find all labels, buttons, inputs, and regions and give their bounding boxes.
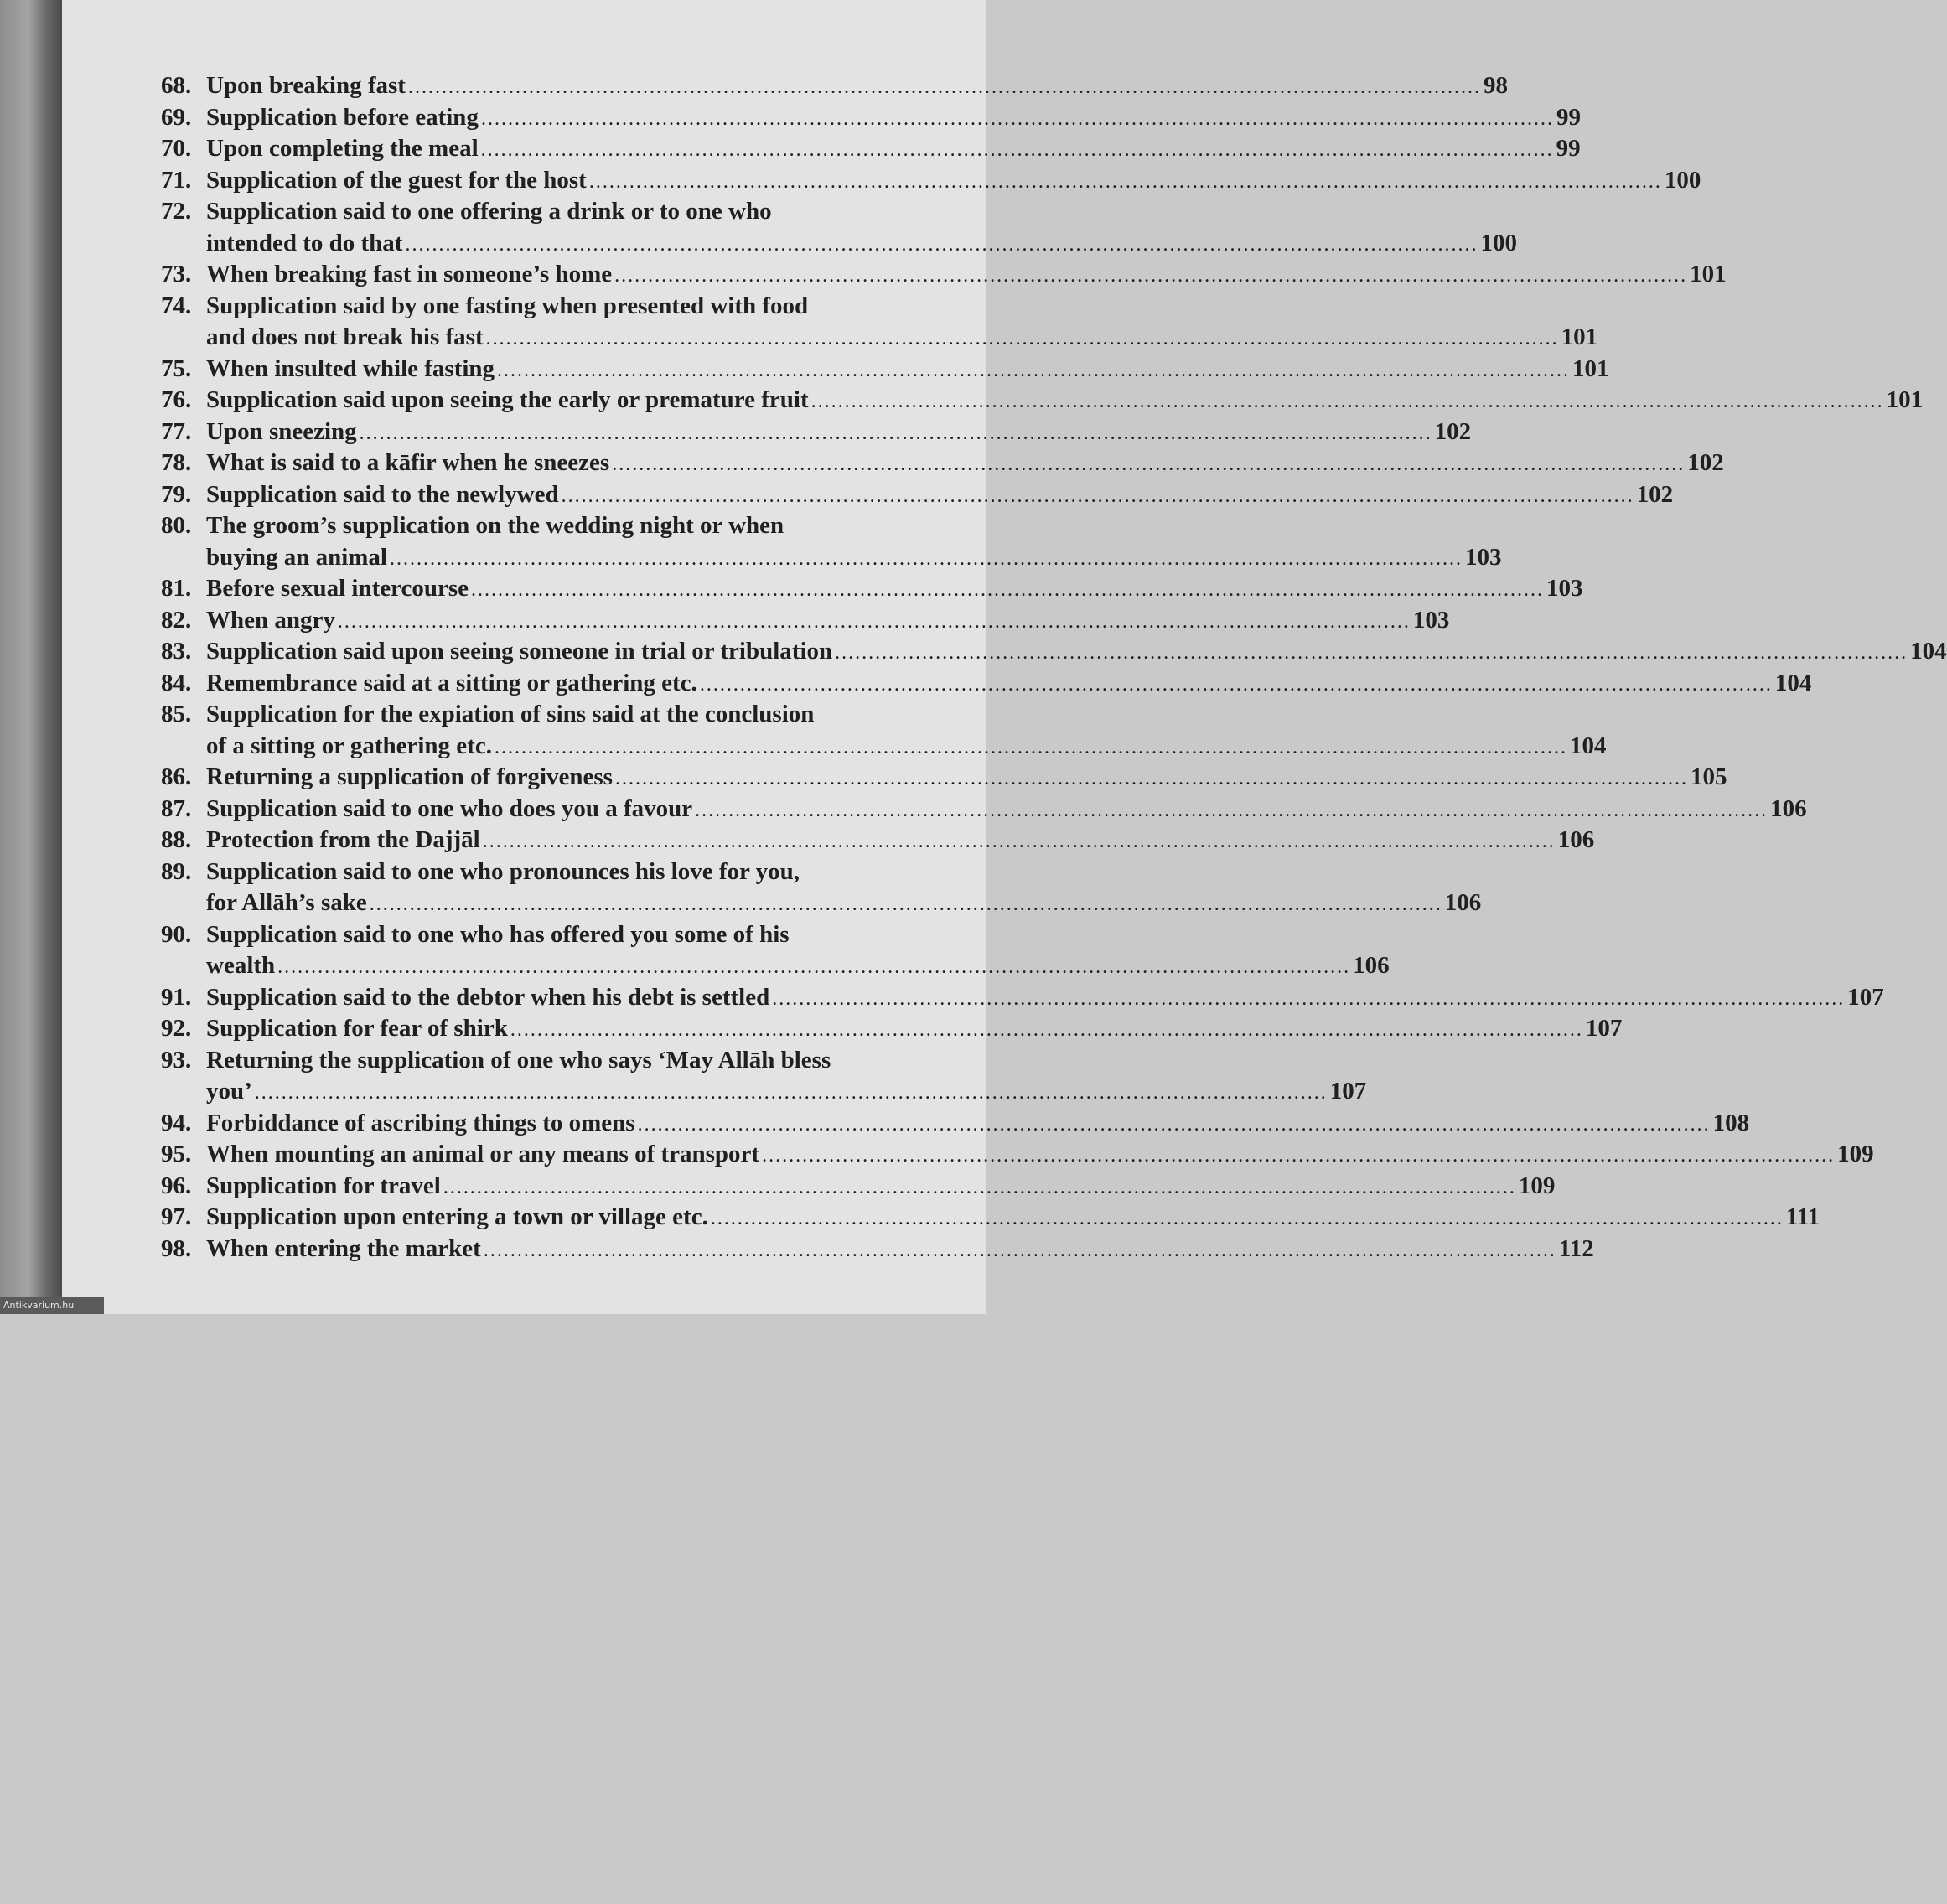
toc-entry-number: 78. xyxy=(161,449,192,476)
toc-entry-title: When insulted while fasting xyxy=(206,354,495,382)
toc-leader-dots: ................................................................................................................................................................ xyxy=(369,893,1442,915)
toc-leader-dots: ................................................................................................................................................................ xyxy=(480,139,1554,161)
toc-leader-dots: ................................................................................................................................................................ xyxy=(614,768,1688,789)
toc-entry-number: 72. xyxy=(161,198,192,225)
toc-entry-title: Supplication before eating xyxy=(206,103,479,131)
toc-entry-title: When entering the market xyxy=(206,1234,481,1262)
toc-page-number: 111 xyxy=(1785,1203,1820,1230)
toc-leader-dots: ................................................................................................................................................................ xyxy=(337,610,1411,633)
toc-leader-dots: ................................................................................................................................................................ xyxy=(614,265,1688,287)
toc-entry-line xyxy=(161,921,915,953)
toc-entry-title: wealth xyxy=(206,952,276,979)
toc-entry-line xyxy=(161,229,1517,261)
toc-entry-title: Protection from the Dajjāl xyxy=(206,826,480,853)
toc-entry-title: Supplication upon entering a town or village etc. xyxy=(206,1203,708,1230)
toc-entry-line xyxy=(161,606,1450,639)
toc-entry-line xyxy=(161,543,1502,576)
toc-entry-number: 73. xyxy=(161,261,192,287)
toc-entry-title: Supplication said upon seeing the early or premature fruit xyxy=(206,386,809,413)
toc-leader-dots: ................................................................................................................................................................ xyxy=(389,547,1463,570)
toc-entry-number: 93. xyxy=(161,1046,192,1074)
toc-page-number: 99 xyxy=(1556,135,1581,162)
toc-leader-dots: ................................................................................................................................................................ xyxy=(405,233,1478,256)
toc-entry-number: 84. xyxy=(161,669,192,696)
toc-entry-title: When breaking fast in someone’s home xyxy=(206,261,613,287)
toc-page-number: 105 xyxy=(1690,763,1727,790)
toc-leader-dots: ................................................................................................................................................................ xyxy=(471,579,1545,601)
toc-entry-title: buying an animal xyxy=(206,543,387,571)
toc-page-number: 106 xyxy=(1444,889,1482,916)
toc-entry-line xyxy=(161,354,1609,387)
toc-leader-dots: ................................................................................................................................................................ xyxy=(482,830,1556,852)
toc-entry-line xyxy=(161,575,1583,607)
toc-page-number: 104 xyxy=(1569,732,1607,759)
toc-page-number: 101 xyxy=(1572,354,1609,382)
toc-entry-number: 92. xyxy=(161,1015,192,1042)
toc-entry-line xyxy=(161,512,915,544)
toc-leader-dots: ................................................................................................................................................................ xyxy=(407,76,1481,98)
toc-entry-number: 79. xyxy=(161,480,192,508)
toc-entry-number: 83. xyxy=(161,638,192,665)
toc-entry-number: 87. xyxy=(161,794,192,822)
toc-entry-title: you’ xyxy=(206,1078,252,1105)
toc-page-number: 100 xyxy=(1480,229,1517,256)
toc-entry-title: of a sitting or gathering etc. xyxy=(206,732,492,759)
toc-entry-number: 94. xyxy=(161,1109,192,1136)
toc-entry-line xyxy=(161,1141,1874,1172)
toc-entry-title: Supplication said by one fasting when presented with food xyxy=(206,292,809,319)
toc-page-number: 102 xyxy=(1434,417,1472,445)
toc-leader-dots: ................................................................................................................................................................ xyxy=(710,1208,1784,1229)
toc-leader-dots: ................................................................................................................................................................ xyxy=(695,799,1768,821)
toc-entry-number: 74. xyxy=(161,292,192,319)
toc-entry-title: Supplication said to the newlywed xyxy=(206,480,559,508)
toc-entry-line xyxy=(161,1109,1750,1141)
toc-page-number: 108 xyxy=(1712,1109,1750,1136)
toc-entry-line xyxy=(161,889,1482,921)
toc-leader-dots: ................................................................................................................................................................ xyxy=(810,391,1884,412)
toc-leader-dots: ................................................................................................................................................................ xyxy=(637,1113,1711,1136)
toc-entry-number: 89. xyxy=(161,857,192,885)
toc-entry-title: Before sexual intercourse xyxy=(206,575,469,602)
toc-entry-title: and does not break his fast xyxy=(206,323,484,350)
toc-page-number: 104 xyxy=(1910,638,1947,665)
toc-entry-title: Supplication said to one who pronounces his love for you, xyxy=(206,857,800,885)
toc-entry-number: 70. xyxy=(161,135,192,162)
toc-entry-line xyxy=(161,732,1607,764)
toc-leader-dots: ................................................................................................................................................................ xyxy=(588,170,1662,193)
toc-entry-title: Supplication for fear of shirk xyxy=(206,1015,508,1042)
toc-entry-title: Supplication for travel xyxy=(206,1172,441,1199)
toc-entry-line xyxy=(161,198,915,230)
toc-page-number: 99 xyxy=(1556,103,1581,131)
toc-page-number: 106 xyxy=(1770,794,1807,822)
toc-entry-title: When angry xyxy=(206,606,335,634)
toc-page-number: 102 xyxy=(1636,480,1674,508)
toc-entry-line xyxy=(161,72,1508,104)
toc-leader-dots: ................................................................................................................................................................ xyxy=(772,987,1846,1010)
toc-entry-title: intended to do that xyxy=(206,229,403,256)
toc-leader-dots: ................................................................................................................................................................ xyxy=(480,107,1554,130)
toc-page-number: 107 xyxy=(1329,1078,1367,1105)
toc-entry-title: Supplication for the expiation of sins said at the conclusion xyxy=(206,701,815,727)
toc-entry-number: 77. xyxy=(161,417,192,445)
toc-entry-line xyxy=(161,261,1727,292)
toc-page-number: 109 xyxy=(1518,1172,1556,1199)
toc-entry-title: The groom’s supplication on the wedding night or when xyxy=(206,512,784,539)
toc-entry-number: 95. xyxy=(161,1141,192,1167)
toc-entry-number: 91. xyxy=(161,983,192,1011)
toc-entry-line xyxy=(161,166,1701,199)
toc-page-number: 106 xyxy=(1353,952,1390,979)
toc-leader-dots: ................................................................................................................................................................ xyxy=(612,453,1686,475)
toc-entry-title: Supplication said to one who has offered you some of his xyxy=(206,920,790,948)
toc-entry-number: 75. xyxy=(161,354,192,382)
toc-entry-line xyxy=(161,1078,1367,1110)
toc-leader-dots: ................................................................................................................................................................ xyxy=(485,328,1559,349)
toc-leader-dots: ................................................................................................................................................................ xyxy=(835,642,1908,664)
toc-entry-title: Remembrance said at a sitting or gathering etc. xyxy=(206,669,697,696)
toc-page-number: 103 xyxy=(1412,606,1450,634)
toc-leader-dots: ................................................................................................................................................................ xyxy=(254,1082,1328,1104)
toc-page-number: 107 xyxy=(1585,1015,1623,1042)
toc-entry-title: What is said to a kāfir when he sneezes xyxy=(206,449,610,476)
toc-entry-title: Supplication of the guest for the host xyxy=(206,166,587,194)
toc-entry-line xyxy=(161,292,915,324)
toc-leader-dots: ................................................................................................................................................................ xyxy=(494,736,1567,758)
toc-entry-line xyxy=(161,669,1812,701)
toc-entry-line xyxy=(161,135,1581,167)
toc-entry-title: Upon sneezing xyxy=(206,417,357,445)
toc-entry-title: Supplication said to one who does you a favour xyxy=(206,794,693,822)
toc-entry-number: 68. xyxy=(161,72,192,99)
toc-entry-line xyxy=(161,480,1674,513)
toc-entry-number: 71. xyxy=(161,166,192,194)
toc-leader-dots: ................................................................................................................................................................ xyxy=(359,422,1432,444)
toc-entry-number: 80. xyxy=(161,512,192,539)
toc-page-number: 101 xyxy=(1561,323,1598,350)
toc-page-number: 101 xyxy=(1690,261,1727,287)
toc-entry-title: Forbiddance of ascribing things to omens xyxy=(206,1109,635,1136)
toc-entry-line xyxy=(161,763,1727,795)
toc-entry-line xyxy=(161,323,1598,355)
toc-leader-dots: ................................................................................................................................................................ xyxy=(561,484,1634,507)
toc-entry-number: 90. xyxy=(161,920,192,948)
toc-leader-dots: ................................................................................................................................................................ xyxy=(699,673,1773,696)
toc-entry-title: for Allāh’s sake xyxy=(206,889,367,916)
toc-entry-line xyxy=(161,952,1390,984)
toc-leader-dots: ................................................................................................................................................................ xyxy=(497,359,1571,381)
toc-page-number: 103 xyxy=(1546,575,1583,602)
toc-entry-number: 98. xyxy=(161,1234,192,1262)
toc-leader-dots: ................................................................................................................................................................ xyxy=(277,956,1351,978)
toc-entry-number: 69. xyxy=(161,103,192,131)
table-of-contents xyxy=(161,72,1947,1266)
toc-entry-number: 76. xyxy=(161,386,192,413)
book-spine-shadow xyxy=(0,0,62,1314)
toc-entry-line xyxy=(161,1015,1623,1047)
toc-page-number: 104 xyxy=(1774,669,1812,696)
toc-entry-number: 97. xyxy=(161,1203,192,1230)
toc-entry-line xyxy=(161,701,915,732)
watermark: Antikvarium.hu xyxy=(0,1297,104,1314)
toc-entry-number: 86. xyxy=(161,763,192,790)
toc-entry-title: Supplication said to one offering a drink or to one who xyxy=(206,198,772,225)
toc-entry-number: 96. xyxy=(161,1172,192,1199)
toc-page-number: 109 xyxy=(1837,1141,1874,1167)
toc-entry-line xyxy=(161,983,1884,1016)
toc-entry-line xyxy=(161,638,1947,670)
toc-entry-line xyxy=(161,103,1581,136)
toc-leader-dots: ................................................................................................................................................................ xyxy=(483,1239,1556,1261)
toc-entry-line xyxy=(161,826,1595,858)
toc-entry-title: When mounting an animal or any means of transport xyxy=(206,1141,760,1167)
toc-entry-title: Supplication said to the debtor when his debt is settled xyxy=(206,983,770,1011)
toc-page-number: 107 xyxy=(1847,983,1884,1011)
toc-leader-dots: ................................................................................................................................................................ xyxy=(510,1019,1583,1041)
toc-entry-number: 88. xyxy=(161,826,192,853)
toc-entry-line xyxy=(161,1172,1556,1204)
toc-entry-title: Supplication said upon seeing someone in trial or tribulation xyxy=(206,638,833,665)
toc-page-number: 112 xyxy=(1558,1234,1594,1262)
toc-entry-number: 81. xyxy=(161,575,192,602)
toc-page-number: 100 xyxy=(1664,166,1701,194)
toc-entry-title: Returning a supplication of forgiveness xyxy=(206,763,613,790)
toc-entry-line xyxy=(161,858,915,890)
toc-page-number: 98 xyxy=(1483,72,1508,99)
toc-entry-line xyxy=(161,794,1807,827)
toc-entry-line xyxy=(161,386,1924,418)
toc-entry-line xyxy=(161,1234,1594,1267)
toc-page-number: 101 xyxy=(1886,386,1924,413)
toc-entry-title: Upon breaking fast xyxy=(206,72,406,99)
toc-entry-line xyxy=(161,417,1472,450)
toc-page-number: 102 xyxy=(1687,449,1724,476)
toc-entry-number: 85. xyxy=(161,701,192,727)
toc-entry-number: 82. xyxy=(161,606,192,634)
toc-leader-dots: ................................................................................................................................................................ xyxy=(762,1145,1836,1167)
toc-page-number: 103 xyxy=(1464,543,1502,571)
toc-entry-line xyxy=(161,1203,1820,1235)
toc-entry-title: Upon completing the meal xyxy=(206,135,479,162)
toc-entry-line xyxy=(161,449,1724,481)
toc-entry-title: Returning the supplication of one who says ‘May Allāh bless xyxy=(206,1046,831,1074)
toc-page-number: 106 xyxy=(1557,826,1595,853)
toc-leader-dots: ................................................................................................................................................................ xyxy=(443,1176,1516,1198)
toc-entry-line xyxy=(161,1047,915,1079)
